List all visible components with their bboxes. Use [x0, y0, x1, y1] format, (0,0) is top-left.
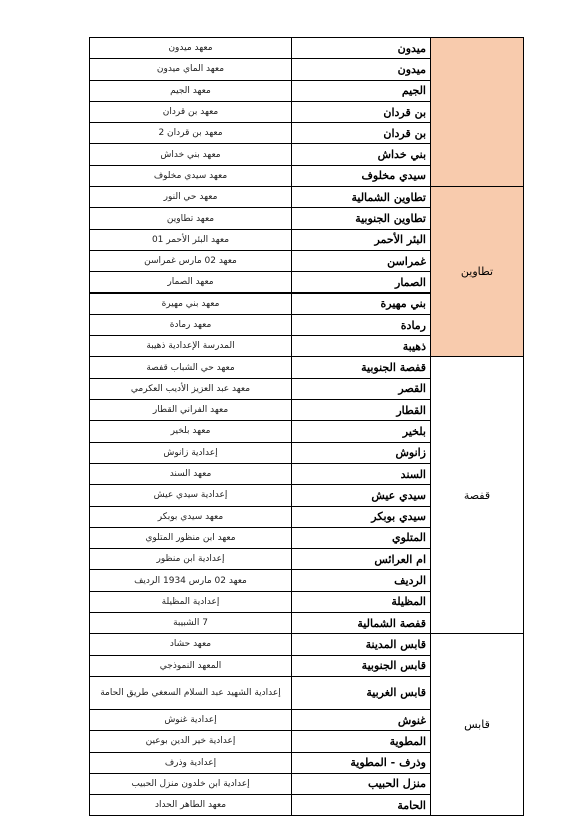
delegation-cell: البئر الأحمر: [292, 229, 431, 250]
delegation-cell: سيدي بوبكر: [292, 506, 431, 527]
institution-cell: معهد بني خداش: [90, 144, 292, 165]
institutions-table: [89, 37, 524, 816]
institution-cell: معهد بلخير: [90, 421, 292, 442]
institution-cell: معهد الطاهر الحداد: [90, 795, 292, 816]
delegation-cell: قابس المدينة: [292, 634, 431, 655]
institution-cell: معهد البئر الأحمر 01: [90, 229, 292, 250]
institution-cell: إعدادية ابن خلدون منزل الحبيب: [90, 773, 292, 794]
delegation-cell: بني خداش: [292, 144, 431, 165]
institution-cell: معهد حي الشباب قفصة: [90, 357, 292, 378]
delegation-cell: رمادة: [292, 314, 431, 335]
delegation-cell: غمراسن: [292, 250, 431, 271]
delegation-cell: بني مهيرة: [292, 293, 431, 314]
institution-cell: إعدادية سيدي عيش: [90, 485, 292, 506]
delegation-cell: قابس الغربية: [292, 676, 431, 709]
institution-cell: معهد السند: [90, 463, 292, 484]
delegation-cell: المتلوي: [292, 527, 431, 548]
governorate-cell: [431, 38, 524, 187]
delegation-cell: الرديف: [292, 570, 431, 591]
delegation-cell: الصمار: [292, 272, 431, 293]
institution-cell: إعدادية غنوش: [90, 709, 292, 730]
delegation-cell: سيدي مخلوف: [292, 165, 431, 186]
delegation-cell: منزل الحبيب: [292, 773, 431, 794]
institution-cell: معهد الصمار: [90, 272, 292, 293]
delegation-cell: ميدون: [292, 59, 431, 80]
institution-cell: المدرسة الإعدادية ذهيبة: [90, 336, 292, 357]
governorate-cell: قابس: [431, 634, 524, 816]
delegation-cell: المظيلة: [292, 591, 431, 612]
delegation-cell: الجيم: [292, 80, 431, 101]
delegation-cell: سيدي عيش: [292, 485, 431, 506]
table-row: [90, 187, 524, 208]
delegation-cell: ام العرائس: [292, 549, 431, 570]
delegation-cell: المطوية: [292, 731, 431, 752]
institution-cell: معهد بن قردان 2: [90, 123, 292, 144]
delegation-cell: السند: [292, 463, 431, 484]
delegation-cell: قفصة الشمالية: [292, 613, 431, 634]
delegation-cell: ميدون: [292, 38, 431, 59]
delegation-cell: قابس الجنوبية: [292, 655, 431, 676]
delegation-cell: بن قردان: [292, 123, 431, 144]
institution-cell: إعدادية ابن منظور: [90, 549, 292, 570]
institution-cell: معهد بن قردان: [90, 101, 292, 122]
delegation-cell: بن قردان: [292, 101, 431, 122]
institution-cell: إعدادية المظيلة: [90, 591, 292, 612]
delegation-cell: غنوش: [292, 709, 431, 730]
table-row: [90, 357, 524, 378]
institution-cell: المعهد النموذجي: [90, 655, 292, 676]
institution-cell: إعدادية وذرف: [90, 752, 292, 773]
institution-cell: معهد الجيم: [90, 80, 292, 101]
delegation-cell: القطار: [292, 400, 431, 421]
institution-cell: معهد رمادة: [90, 314, 292, 335]
institution-cell: معهد الماي ميدون: [90, 59, 292, 80]
delegation-cell: ذهيبة: [292, 336, 431, 357]
delegation-cell: زانوش: [292, 442, 431, 463]
delegation-cell: وذرف - المطوية: [292, 752, 431, 773]
institution-cell: معهد بني مهيرة: [90, 293, 292, 314]
institution-cell: معهد حي النور: [90, 187, 292, 208]
document-page: [89, 37, 520, 816]
institution-cell: معهد تطاوين: [90, 208, 292, 229]
governorate-cell: تطاوين: [431, 187, 524, 357]
institution-cell: إعدادية زانوش: [90, 442, 292, 463]
institution-cell: معهد سيدي بوبكر: [90, 506, 292, 527]
institution-cell: 7 الشبيبة: [90, 613, 292, 634]
delegation-cell: تطاوين الشمالية: [292, 187, 431, 208]
institution-cell: معهد 02 مارس 1934 الرديف: [90, 570, 292, 591]
institution-cell: معهد سيدي مخلوف: [90, 165, 292, 186]
governorate-cell: قفصة: [431, 357, 524, 634]
delegation-cell: بلخير: [292, 421, 431, 442]
table-row: [90, 634, 524, 655]
delegation-cell: قفصة الجنوبية: [292, 357, 431, 378]
delegation-cell: الحامة: [292, 795, 431, 816]
institution-cell: إعدادية خير الدين بوعين: [90, 731, 292, 752]
delegation-cell: القصر: [292, 378, 431, 399]
institution-cell: معهد عبد العزيز الأديب العكرمي: [90, 378, 292, 399]
institution-cell: معهد ابن منظور المتلوي: [90, 527, 292, 548]
institution-cell: إعدادية الشهيد عبد السلام السعغي طريق الحامة: [90, 676, 292, 709]
delegation-cell: تطاوين الجنوبية: [292, 208, 431, 229]
institution-cell: معهد حشاد: [90, 634, 292, 655]
table-body: [90, 38, 524, 816]
table-row: [90, 38, 524, 59]
institution-cell: معهد ميدون: [90, 38, 292, 59]
institution-cell: معهد 02 مارس غمراسن: [90, 250, 292, 271]
institution-cell: معهد الفراني القطار: [90, 400, 292, 421]
